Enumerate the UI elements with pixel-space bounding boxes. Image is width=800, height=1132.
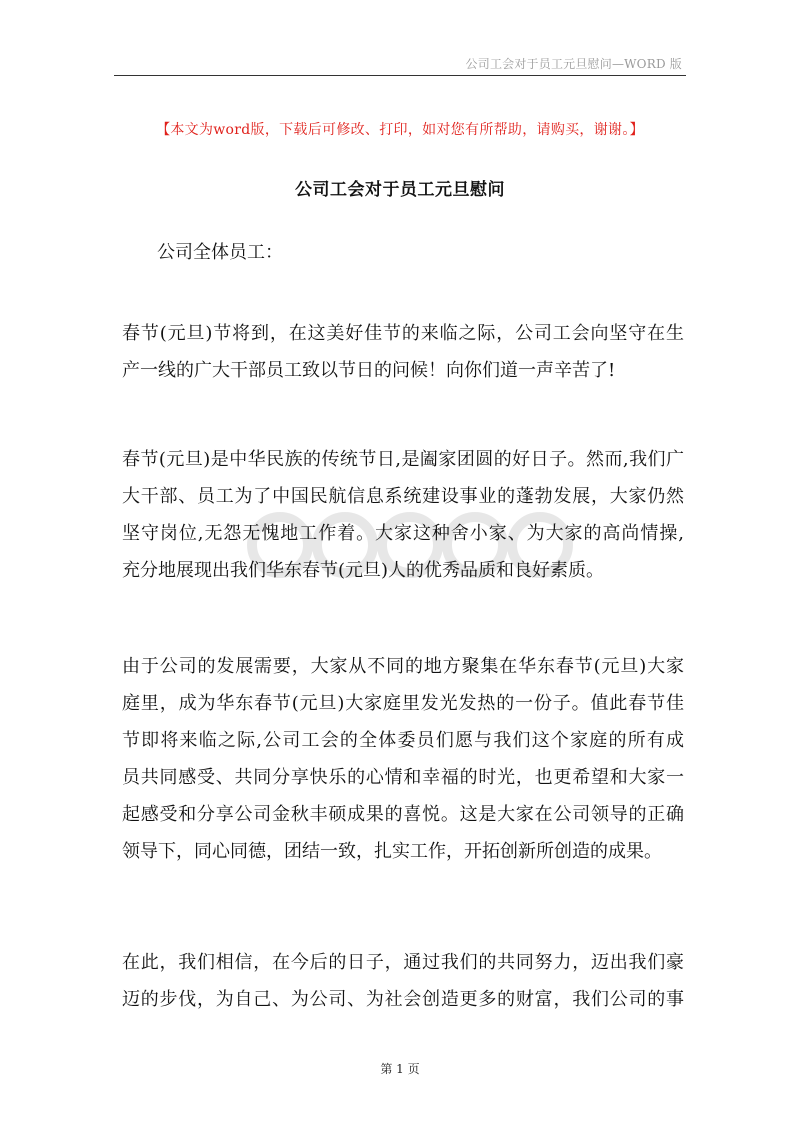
paragraph-line: 坚守岗位,无怨无愧地工作着。大家这种舍小家、为大家的高尚情操, [122,523,684,544]
paragraph-line: 员共同感受、共同分享快乐的心情和幸福的时光，也更希望和大家一 [122,767,684,788]
paragraph-2 [122,441,684,589]
paragraph-line: 节即将来临之际,公司工会的全体委员们愿与我们这个家庭的所有成 [122,730,684,751]
paragraph-1 [122,315,684,389]
page-number: 第 1 页 [380,1062,420,1076]
paragraph-line: 由于公司的发展需要，大家从不同的地方聚集在华东春节(元旦)大家 [122,656,684,677]
paragraph-line: 大干部、员工为了中国民航信息系统建设事业的蓬勃发展，大家仍然 [122,486,684,507]
paragraph-line: 产一线的广大干部员工致以节日的问候！向你们道一声辛苦了! [122,360,616,381]
paragraph-line: 庭里，成为华东春节(元旦)大家庭里发光发热的一份子。值此春节佳 [122,693,684,714]
paragraph-line: 迈的步伐，为自己、为公司、为社会创造更多的财富，我们公司的事 [122,989,684,1010]
paragraph-line: 在此，我们相信，在今后的日子，通过我们的共同努力，迈出我们豪 [122,952,684,973]
paragraph-line: 充分地展现出我们华东春节(元旦)人的优秀品质和良好素质。 [122,560,605,581]
paragraph-line: 春节(元旦)节将到，在这美好佳节的来临之际，公司工会向坚守在生 [122,323,684,344]
paragraph-line: 领导下，同心同德，团结一致，扎实工作，开拓创新所创造的成果。 [122,841,662,862]
running-header: 公司工会对于员工元旦慰问—WORD 版 [465,57,682,71]
paragraph-line: 起感受和分享公司金秋丰硕成果的喜悦。这是大家在公司领导的正确 [122,804,684,825]
page-title: 公司工会对于员工元旦慰问 [295,180,505,200]
paragraph-4 [122,944,684,1018]
salutation: 公司全体员工： [157,242,283,263]
header-divider [114,75,686,76]
paragraph-3 [122,648,684,870]
paragraph-line: 春节(元旦)是中华民族的传统节日,是阖家团圆的好日子。然而,我们广 [122,449,684,470]
download-notice: 【本文为word版，下载后可修改、打印，如对您有所帮助，请购买，谢谢。】 [156,122,644,138]
